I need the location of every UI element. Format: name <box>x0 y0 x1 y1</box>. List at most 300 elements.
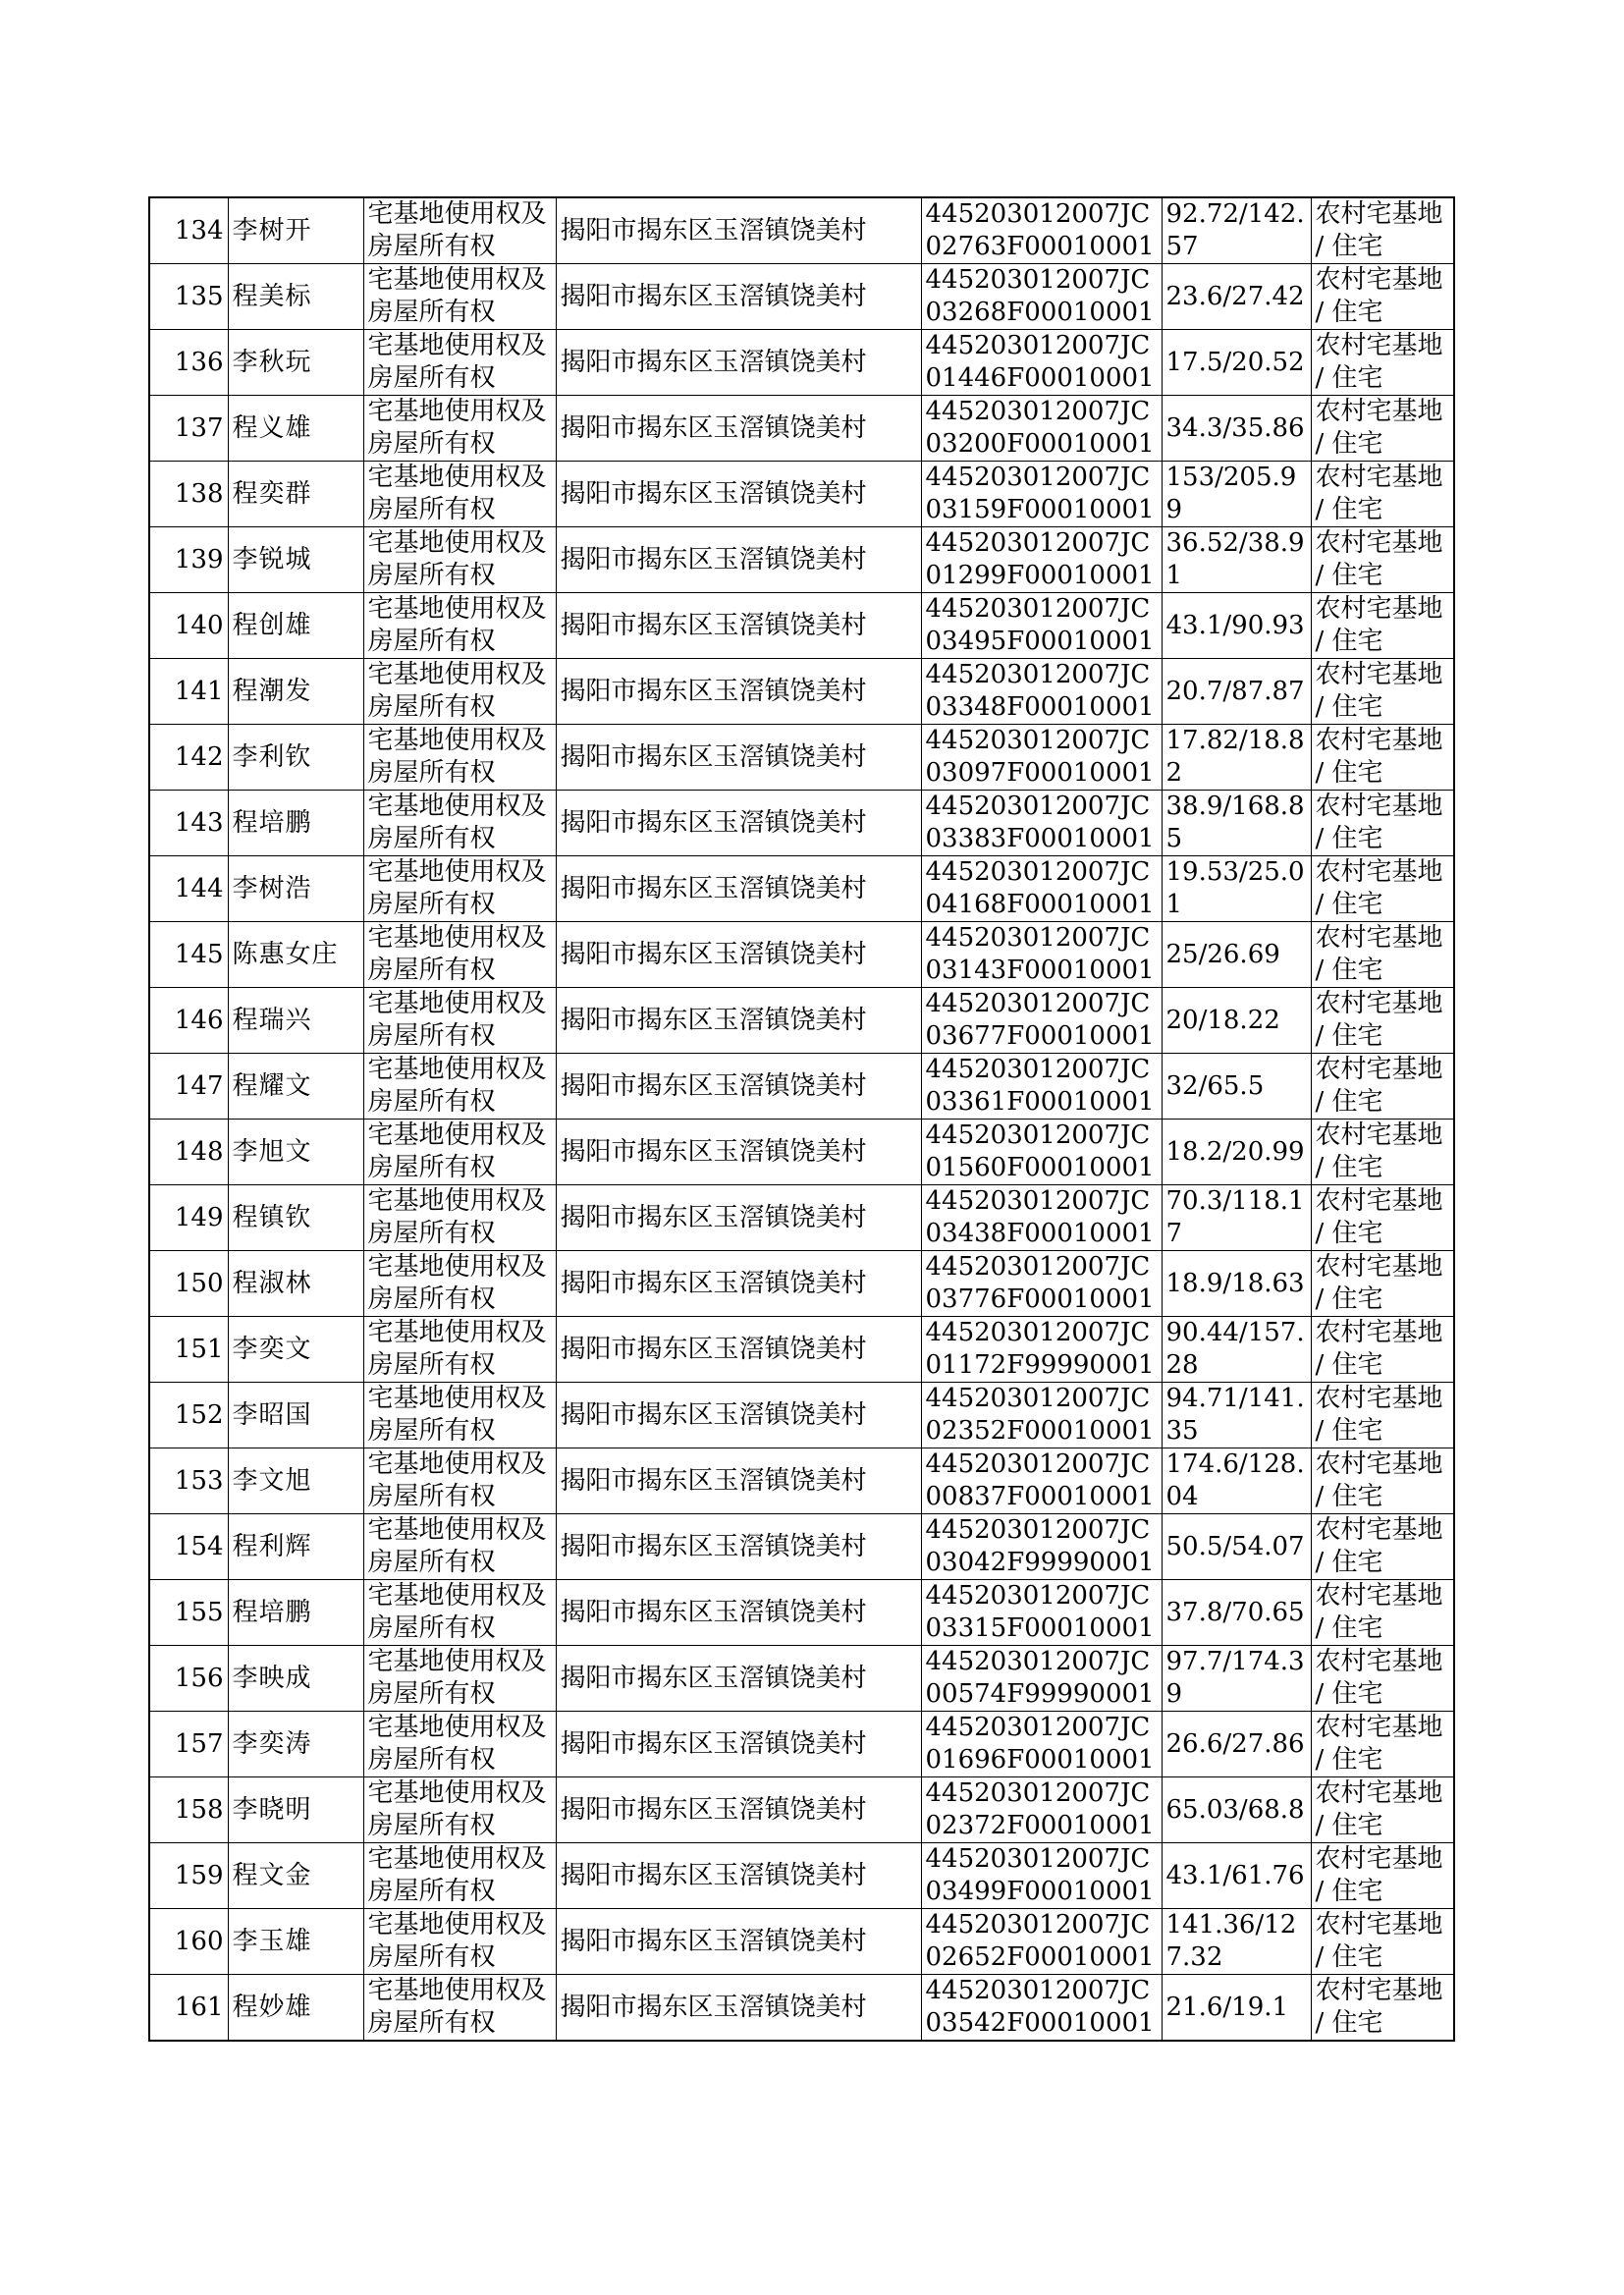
table-row <box>149 593 1454 659</box>
location-address: 揭阳市揭东区玉滘镇饶美村 <box>560 807 867 838</box>
unit-code-cell <box>921 1317 1162 1383</box>
location-address-cell <box>556 1383 921 1448</box>
owner-name: 程培鹏 <box>232 1597 312 1627</box>
row-number-cell <box>149 922 228 988</box>
usage-type-cell <box>1311 1580 1454 1646</box>
table-row <box>149 1383 1454 1448</box>
usage-type-cell <box>1311 1120 1454 1185</box>
table-row <box>149 791 1454 856</box>
area-value-cell <box>1162 1383 1311 1448</box>
owner-name: 程潮发 <box>232 676 312 706</box>
usage-type: 农村宅基地 / 住宅 <box>1315 923 1443 985</box>
usage-type: 农村宅基地 / 住宅 <box>1315 1515 1443 1577</box>
right-type: 宅基地使用权及房屋所有权 <box>367 1055 547 1117</box>
row-number-cell <box>149 1120 228 1185</box>
location-address: 揭阳市揭东区玉滘镇饶美村 <box>560 939 867 969</box>
table-row <box>149 1975 1454 2042</box>
row-number-cell <box>149 462 228 527</box>
area-value: 43.1/61.76 <box>1165 1860 1305 1890</box>
owner-name: 李树浩 <box>232 873 312 903</box>
row-number: 140 <box>174 610 224 640</box>
right-type: 宅基地使用权及房屋所有权 <box>367 199 547 261</box>
row-number: 152 <box>174 1399 224 1430</box>
usage-type: 农村宅基地 / 住宅 <box>1315 857 1443 919</box>
right-type: 宅基地使用权及房屋所有权 <box>367 1778 547 1840</box>
owner-name: 程瑞兴 <box>232 1005 312 1035</box>
row-number-cell <box>149 1580 228 1646</box>
usage-type-cell <box>1311 1251 1454 1317</box>
right-type-cell <box>363 725 556 791</box>
owner-name-cell <box>228 1909 363 1975</box>
usage-type: 农村宅基地 / 住宅 <box>1315 792 1443 853</box>
table-row <box>149 1712 1454 1777</box>
usage-type: 农村宅基地 / 住宅 <box>1315 660 1443 722</box>
table-row <box>149 1185 1454 1251</box>
owner-name: 李文旭 <box>232 1465 312 1496</box>
unit-code-cell <box>921 1975 1162 2042</box>
usage-type: 农村宅基地 / 住宅 <box>1315 397 1443 459</box>
unit-code: 445203012007JC03348F00010001 <box>925 660 1155 722</box>
unit-code-cell <box>921 1580 1162 1646</box>
location-address-cell <box>556 725 921 791</box>
unit-code-cell <box>921 922 1162 988</box>
owner-name-cell <box>228 330 363 396</box>
unit-code: 445203012007JC03499F00010001 <box>925 1844 1155 1906</box>
area-value: 36.52/38.91 <box>1165 528 1305 590</box>
owner-name-cell <box>228 659 363 725</box>
unit-code-cell <box>921 659 1162 725</box>
usage-type: 农村宅基地 / 住宅 <box>1315 1055 1443 1117</box>
unit-code-cell <box>921 264 1162 330</box>
unit-code-cell <box>921 1448 1162 1514</box>
location-address-cell <box>556 197 921 264</box>
area-value: 92.72/142.57 <box>1165 199 1305 261</box>
unit-code-cell <box>921 725 1162 791</box>
usage-type: 农村宅基地 / 住宅 <box>1315 1976 1443 2038</box>
unit-code: 445203012007JC01696F00010001 <box>925 1713 1155 1775</box>
right-type-cell <box>363 1383 556 1448</box>
usage-type: 农村宅基地 / 住宅 <box>1315 528 1443 590</box>
area-value: 38.9/168.85 <box>1165 792 1305 853</box>
table-row <box>149 330 1454 396</box>
row-number: 149 <box>174 1202 224 1232</box>
usage-type: 农村宅基地 / 住宅 <box>1315 1910 1443 1972</box>
usage-type-cell <box>1311 396 1454 462</box>
location-address: 揭阳市揭东区玉滘镇饶美村 <box>560 412 867 443</box>
register-body <box>149 197 1454 2041</box>
usage-type-cell <box>1311 1712 1454 1777</box>
location-address-cell <box>556 1054 921 1120</box>
right-type: 宅基地使用权及房屋所有权 <box>367 792 547 853</box>
right-type-cell <box>363 396 556 462</box>
usage-type: 农村宅基地 / 住宅 <box>1315 1581 1443 1643</box>
owner-name-cell <box>228 1120 363 1185</box>
usage-type-cell <box>1311 988 1454 1054</box>
unit-code: 445203012007JC02763F00010001 <box>925 199 1155 261</box>
right-type: 宅基地使用权及房屋所有权 <box>367 331 547 393</box>
area-value-cell <box>1162 593 1311 659</box>
unit-code: 445203012007JC03438F00010001 <box>925 1186 1155 1248</box>
unit-code: 445203012007JC02352F00010001 <box>925 1384 1155 1446</box>
area-value-cell <box>1162 1448 1311 1514</box>
usage-type-cell <box>1311 1646 1454 1712</box>
table-row <box>149 988 1454 1054</box>
owner-name-cell <box>228 856 363 922</box>
usage-type: 农村宅基地 / 住宅 <box>1315 1120 1443 1182</box>
row-number: 134 <box>174 215 224 246</box>
unit-code: 445203012007JC03495F00010001 <box>925 594 1155 656</box>
row-number: 158 <box>174 1794 224 1825</box>
row-number-cell <box>149 1777 228 1843</box>
right-type: 宅基地使用权及房屋所有权 <box>367 1910 547 1972</box>
location-address: 揭阳市揭东区玉滘镇饶美村 <box>560 1663 867 1693</box>
row-number: 153 <box>174 1465 224 1496</box>
area-value: 94.71/141.35 <box>1165 1384 1305 1446</box>
usage-type: 农村宅基地 / 住宅 <box>1315 463 1443 524</box>
location-address: 揭阳市揭东区玉滘镇饶美村 <box>560 1860 867 1890</box>
usage-type-cell <box>1311 1514 1454 1580</box>
location-address-cell <box>556 264 921 330</box>
owner-name: 李奕涛 <box>232 1728 312 1759</box>
row-number: 159 <box>174 1860 224 1890</box>
area-value: 65.03/68.8 <box>1165 1794 1305 1825</box>
row-number-cell <box>149 1909 228 1975</box>
right-type-cell <box>363 1909 556 1975</box>
location-address-cell <box>556 1514 921 1580</box>
area-value-cell <box>1162 1843 1311 1909</box>
area-value-cell <box>1162 527 1311 593</box>
usage-type: 农村宅基地 / 住宅 <box>1315 1318 1443 1380</box>
right-type: 宅基地使用权及房屋所有权 <box>367 1449 547 1511</box>
row-number-cell <box>149 330 228 396</box>
unit-code: 445203012007JC03677F00010001 <box>925 989 1155 1051</box>
unit-code: 445203012007JC01560F00010001 <box>925 1120 1155 1182</box>
location-address: 揭阳市揭东区玉滘镇饶美村 <box>560 347 867 377</box>
usage-type-cell <box>1311 1054 1454 1120</box>
location-address: 揭阳市揭东区玉滘镇饶美村 <box>560 1070 867 1101</box>
location-address: 揭阳市揭东区玉滘镇饶美村 <box>560 1794 867 1825</box>
right-type-cell <box>363 1580 556 1646</box>
owner-name-cell <box>228 1185 363 1251</box>
location-address-cell <box>556 1317 921 1383</box>
unit-code: 445203012007JC03315F00010001 <box>925 1581 1155 1643</box>
area-value: 70.3/118.17 <box>1165 1186 1305 1248</box>
area-value: 90.44/157.28 <box>1165 1318 1305 1380</box>
usage-type-cell <box>1311 1975 1454 2042</box>
location-address: 揭阳市揭东区玉滘镇饶美村 <box>560 1202 867 1232</box>
location-address-cell <box>556 791 921 856</box>
usage-type-cell <box>1311 330 1454 396</box>
owner-name-cell <box>228 264 363 330</box>
unit-code-cell <box>921 197 1162 264</box>
owner-name-cell <box>228 725 363 791</box>
area-value-cell <box>1162 1712 1311 1777</box>
usage-type-cell <box>1311 856 1454 922</box>
location-address-cell <box>556 593 921 659</box>
usage-type-cell <box>1311 1909 1454 1975</box>
unit-code: 445203012007JC03268F00010001 <box>925 265 1155 327</box>
right-type-cell <box>363 1646 556 1712</box>
owner-name-cell <box>228 1317 363 1383</box>
row-number: 151 <box>174 1334 224 1364</box>
right-type-cell <box>363 988 556 1054</box>
owner-name-cell <box>228 1646 363 1712</box>
usage-type: 农村宅基地 / 住宅 <box>1315 1713 1443 1775</box>
location-address: 揭阳市揭东区玉滘镇饶美村 <box>560 1531 867 1561</box>
unit-code: 445203012007JC03143F00010001 <box>925 923 1155 985</box>
location-address-cell <box>556 1646 921 1712</box>
right-type-cell <box>363 1251 556 1317</box>
usage-type-cell <box>1311 1317 1454 1383</box>
owner-name-cell <box>228 988 363 1054</box>
location-address: 揭阳市揭东区玉滘镇饶美村 <box>560 676 867 706</box>
location-address: 揭阳市揭东区玉滘镇饶美村 <box>560 1005 867 1035</box>
area-value: 34.3/35.86 <box>1165 412 1305 443</box>
location-address: 揭阳市揭东区玉滘镇饶美村 <box>560 1465 867 1496</box>
right-type: 宅基地使用权及房屋所有权 <box>367 463 547 524</box>
owner-name-cell <box>228 593 363 659</box>
row-number: 135 <box>174 281 224 311</box>
table-row <box>149 725 1454 791</box>
right-type: 宅基地使用权及房屋所有权 <box>367 923 547 985</box>
area-value: 50.5/54.07 <box>1165 1531 1305 1561</box>
location-address: 揭阳市揭东区玉滘镇饶美村 <box>560 1926 867 1956</box>
owner-name: 程义雄 <box>232 412 312 443</box>
unit-code: 445203012007JC02372F00010001 <box>925 1778 1155 1840</box>
area-value: 37.8/70.65 <box>1165 1597 1305 1627</box>
location-address-cell <box>556 1777 921 1843</box>
row-number-cell <box>149 1383 228 1448</box>
location-address: 揭阳市揭东区玉滘镇饶美村 <box>560 1992 867 2022</box>
usage-type: 农村宅基地 / 住宅 <box>1315 1186 1443 1248</box>
right-type-cell <box>363 1185 556 1251</box>
owner-name: 李昭国 <box>232 1399 312 1430</box>
location-address-cell <box>556 1909 921 1975</box>
right-type: 宅基地使用权及房屋所有权 <box>367 528 547 590</box>
area-value: 18.9/18.63 <box>1165 1268 1305 1298</box>
right-type: 宅基地使用权及房屋所有权 <box>367 594 547 656</box>
unit-code: 445203012007JC01172F99990001 <box>925 1318 1155 1380</box>
location-address: 揭阳市揭东区玉滘镇饶美村 <box>560 610 867 640</box>
row-number: 143 <box>174 807 224 838</box>
row-number-cell <box>149 1251 228 1317</box>
location-address: 揭阳市揭东区玉滘镇饶美村 <box>560 478 867 509</box>
location-address: 揭阳市揭东区玉滘镇饶美村 <box>560 1399 867 1430</box>
usage-type-cell <box>1311 791 1454 856</box>
owner-name: 李映成 <box>232 1663 312 1693</box>
unit-code: 445203012007JC04168F00010001 <box>925 857 1155 919</box>
row-number-cell <box>149 1975 228 2042</box>
owner-name-cell <box>228 1777 363 1843</box>
right-type: 宅基地使用权及房屋所有权 <box>367 1120 547 1182</box>
usage-type: 农村宅基地 / 住宅 <box>1315 726 1443 788</box>
row-number: 148 <box>174 1136 224 1167</box>
owner-name: 程镇钦 <box>232 1202 312 1232</box>
area-value-cell <box>1162 264 1311 330</box>
row-number: 157 <box>174 1728 224 1759</box>
usage-type: 农村宅基地 / 住宅 <box>1315 989 1443 1051</box>
row-number-cell <box>149 1514 228 1580</box>
unit-code-cell <box>921 1646 1162 1712</box>
right-type-cell <box>363 922 556 988</box>
right-type: 宅基地使用权及房屋所有权 <box>367 1713 547 1775</box>
usage-type-cell <box>1311 659 1454 725</box>
area-value-cell <box>1162 1975 1311 2042</box>
owner-name-cell <box>228 922 363 988</box>
row-number: 141 <box>174 676 224 706</box>
area-value-cell <box>1162 1054 1311 1120</box>
unit-code-cell <box>921 791 1162 856</box>
right-type: 宅基地使用权及房屋所有权 <box>367 726 547 788</box>
unit-code-cell <box>921 396 1162 462</box>
unit-code-cell <box>921 462 1162 527</box>
area-value-cell <box>1162 1777 1311 1843</box>
row-number-cell <box>149 527 228 593</box>
owner-name-cell <box>228 1514 363 1580</box>
usage-type-cell <box>1311 197 1454 264</box>
area-value: 17.82/18.82 <box>1165 726 1305 788</box>
unit-code: 445203012007JC03383F00010001 <box>925 792 1155 853</box>
location-address-cell <box>556 856 921 922</box>
right-type-cell <box>363 1514 556 1580</box>
table-row <box>149 197 1454 264</box>
right-type-cell <box>363 659 556 725</box>
right-type: 宅基地使用权及房屋所有权 <box>367 1384 547 1446</box>
right-type-cell <box>363 1448 556 1514</box>
unit-code: 445203012007JC03097F00010001 <box>925 726 1155 788</box>
row-number-cell <box>149 791 228 856</box>
row-number: 137 <box>174 412 224 443</box>
owner-name-cell <box>228 1448 363 1514</box>
usage-type-cell <box>1311 462 1454 527</box>
unit-code-cell <box>921 1909 1162 1975</box>
area-value: 19.53/25.01 <box>1165 857 1305 919</box>
area-value-cell <box>1162 330 1311 396</box>
area-value: 26.6/27.86 <box>1165 1728 1305 1759</box>
owner-name-cell <box>228 1712 363 1777</box>
right-type: 宅基地使用权及房屋所有权 <box>367 660 547 722</box>
row-number-cell <box>149 1185 228 1251</box>
area-value-cell <box>1162 791 1311 856</box>
unit-code: 445203012007JC01299F00010001 <box>925 528 1155 590</box>
right-type-cell <box>363 264 556 330</box>
area-value: 141.36/127.32 <box>1165 1910 1297 1972</box>
usage-type: 农村宅基地 / 住宅 <box>1315 331 1443 393</box>
row-number-cell <box>149 264 228 330</box>
row-number-cell <box>149 1054 228 1120</box>
table-row <box>149 922 1454 988</box>
owner-name-cell <box>228 1975 363 2042</box>
area-value-cell <box>1162 197 1311 264</box>
row-number: 161 <box>174 1992 224 2022</box>
right-type-cell <box>363 593 556 659</box>
table-row <box>149 527 1454 593</box>
right-type-cell <box>363 1317 556 1383</box>
area-value: 32/65.5 <box>1165 1070 1265 1101</box>
area-value: 23.6/27.42 <box>1165 281 1305 311</box>
unit-code: 445203012007JC01446F00010001 <box>925 331 1155 393</box>
owner-name: 程耀文 <box>232 1070 312 1101</box>
usage-type-cell <box>1311 725 1454 791</box>
usage-type: 农村宅基地 / 住宅 <box>1315 1844 1443 1906</box>
location-address: 揭阳市揭东区玉滘镇饶美村 <box>560 1728 867 1759</box>
owner-name: 程妙雄 <box>232 1992 312 2022</box>
unit-code: 445203012007JC03776F00010001 <box>925 1252 1155 1314</box>
location-address: 揭阳市揭东区玉滘镇饶美村 <box>560 1136 867 1167</box>
right-type: 宅基地使用权及房屋所有权 <box>367 1318 547 1380</box>
row-number-cell <box>149 725 228 791</box>
unit-code-cell <box>921 1712 1162 1777</box>
area-value: 97.7/174.39 <box>1165 1647 1305 1709</box>
unit-code-cell <box>921 856 1162 922</box>
row-number-cell <box>149 1317 228 1383</box>
unit-code-cell <box>921 330 1162 396</box>
right-type-cell <box>363 1712 556 1777</box>
unit-code-cell <box>921 988 1162 1054</box>
right-type-cell <box>363 1120 556 1185</box>
table-row <box>149 1317 1454 1383</box>
owner-name: 程美标 <box>232 281 312 311</box>
table-row <box>149 1580 1454 1646</box>
area-value: 20/18.22 <box>1165 1005 1280 1035</box>
unit-code-cell <box>921 1777 1162 1843</box>
row-number: 139 <box>174 544 224 574</box>
table-row <box>149 856 1454 922</box>
unit-code: 445203012007JC03200F00010001 <box>925 397 1155 459</box>
row-number: 142 <box>174 741 224 772</box>
owner-name: 李秋玩 <box>232 347 312 377</box>
location-address: 揭阳市揭东区玉滘镇饶美村 <box>560 281 867 311</box>
area-value: 18.2/20.99 <box>1165 1136 1305 1167</box>
location-address: 揭阳市揭东区玉滘镇饶美村 <box>560 544 867 574</box>
right-type: 宅基地使用权及房屋所有权 <box>367 1844 547 1906</box>
usage-type: 农村宅基地 / 住宅 <box>1315 594 1443 656</box>
usage-type-cell <box>1311 1843 1454 1909</box>
right-type-cell <box>363 1054 556 1120</box>
owner-name-cell <box>228 396 363 462</box>
table-row <box>149 1514 1454 1580</box>
owner-name: 李树开 <box>232 215 312 246</box>
right-type-cell <box>363 330 556 396</box>
location-address-cell <box>556 1975 921 2042</box>
row-number-cell <box>149 988 228 1054</box>
owner-name-cell <box>228 1054 363 1120</box>
usage-type-cell <box>1311 1448 1454 1514</box>
usage-type: 农村宅基地 / 住宅 <box>1315 1778 1443 1840</box>
owner-name: 程淑林 <box>232 1268 312 1298</box>
location-address-cell <box>556 1120 921 1185</box>
location-address: 揭阳市揭东区玉滘镇饶美村 <box>560 1268 867 1298</box>
usage-type-cell <box>1311 1777 1454 1843</box>
location-address-cell <box>556 396 921 462</box>
area-value-cell <box>1162 1514 1311 1580</box>
owner-name-cell <box>228 791 363 856</box>
owner-name-cell <box>228 527 363 593</box>
table-row <box>149 1448 1454 1514</box>
area-value: 20.7/87.87 <box>1165 676 1305 706</box>
location-address-cell <box>556 659 921 725</box>
row-number-cell <box>149 197 228 264</box>
area-value-cell <box>1162 1251 1311 1317</box>
unit-code: 445203012007JC03542F00010001 <box>925 1976 1155 2038</box>
owner-name: 程奕群 <box>232 478 312 509</box>
right-type-cell <box>363 462 556 527</box>
area-value-cell <box>1162 396 1311 462</box>
owner-name: 程培鹏 <box>232 807 312 838</box>
owner-name: 李利钦 <box>232 741 312 772</box>
row-number-cell <box>149 1448 228 1514</box>
area-value: 174.6/128.04 <box>1165 1449 1305 1511</box>
